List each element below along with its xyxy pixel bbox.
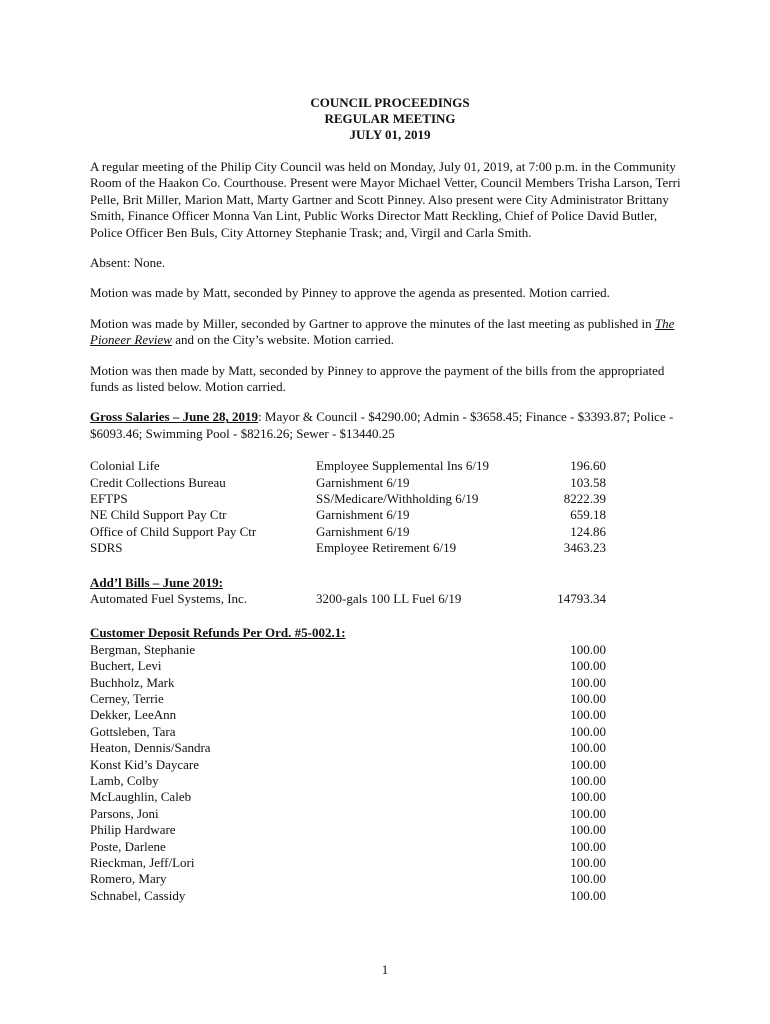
- payee-name: Konst Kid’s Daycare: [90, 756, 200, 772]
- motion-minutes-paragraph: [90, 316, 690, 349]
- table-row: [90, 475, 690, 491]
- payment-amount: 100.00: [570, 641, 606, 657]
- payroll-items-list: [90, 458, 690, 556]
- payment-amount: 100.00: [570, 805, 606, 821]
- payment-amount: 100.00: [570, 854, 606, 870]
- payment-description: SS/Medicare/Withholding 6/19: [316, 491, 479, 507]
- payment-amount: 3463.23: [563, 540, 606, 556]
- document-header: [90, 95, 690, 143]
- table-row: [90, 773, 690, 789]
- table-row: [90, 691, 690, 707]
- table-row: [90, 642, 690, 658]
- header-line-3: JULY 01, 2019: [349, 127, 431, 142]
- payment-amount: 100.00: [570, 707, 606, 723]
- motion-minutes-text-after: and on the City’s website. Motion carried.: [171, 332, 394, 348]
- payment-amount: 100.00: [570, 772, 606, 788]
- table-row: [90, 855, 690, 871]
- payee-name: Automated Fuel Systems, Inc.: [90, 591, 248, 607]
- table-row: [90, 888, 690, 904]
- payee-name: EFTPS: [90, 491, 128, 507]
- payee-name: Rieckman, Jeff/Lori: [90, 854, 195, 870]
- publication-name: The Pioneer Review: [90, 315, 675, 348]
- payment-amount: 100.00: [570, 871, 606, 887]
- payment-amount: 100.00: [570, 740, 606, 756]
- intro-paragraph: A regular meeting of the Philip City Council was held on Monday, July 01, 2019, at 7:00 p.m. in the Community Room of the Haakon Co. Courthouse. Present were Mayor Michael Vetter, Council Members Trisha Larson, Terri Pelle, Brit Miller, Marion Matt, Marty Gartner and Scott Pinney. Also present were City Administrator Brittany Smith, Finance Officer Monna Van Lint, Public Works Director Matt Reckling, Chief of Police David Butler, Police Officer Ben Buls, City Attorney Stephanie Trask; and, Virgil and Carla Smith.: [90, 159, 681, 240]
- payment-amount: 8222.39: [563, 491, 606, 507]
- table-row: [90, 724, 690, 740]
- table-row: [90, 789, 690, 805]
- payment-amount: 100.00: [570, 756, 606, 772]
- payment-description: 3200-gals 100 LL Fuel 6/19: [316, 591, 462, 607]
- table-row: [90, 524, 690, 540]
- table-row: [90, 675, 690, 691]
- motion-bills-paragraph: Motion was then made by Matt, seconded by Pinney to approve the payment of the bills from the appropriated funds as listed below. Motion carried.: [90, 362, 665, 395]
- table-row: [90, 740, 690, 756]
- payment-amount: 100.00: [570, 822, 606, 838]
- payment-description: Employee Supplemental Ins 6/19: [316, 458, 489, 474]
- payment-amount: 103.58: [570, 474, 606, 490]
- payment-amount: 100.00: [570, 691, 606, 706]
- payee-name: Parsons, Joni: [90, 805, 159, 821]
- payee-name: Buchholz, Mark: [90, 674, 175, 690]
- addl-bills-heading: Add’l Bills – June 2019:: [90, 574, 223, 590]
- payee-name: Lamb, Colby: [90, 772, 159, 788]
- payee-name: Schnabel, Cassidy: [90, 887, 186, 903]
- payee-name: Buchert, Levi: [90, 658, 162, 674]
- payment-description: Garnishment 6/19: [316, 474, 410, 490]
- table-row: [90, 458, 690, 474]
- motion-minutes-text-before: Motion was made by Miller, seconded by Gartner to approve the minutes of the last meeting as published in: [90, 315, 655, 331]
- payee-name: NE Child Support Pay Ctr: [90, 507, 227, 523]
- payee-name: SDRS: [90, 540, 123, 556]
- table-row: [90, 806, 690, 822]
- payment-amount: 100.00: [570, 658, 606, 674]
- payment-amount: 14793.34: [557, 591, 606, 607]
- gross-salaries-paragraph: [90, 409, 690, 442]
- payment-amount: 124.86: [570, 523, 606, 539]
- payee-name: Heaton, Dennis/Sandra: [90, 740, 211, 756]
- payee-name: Romero, Mary: [90, 871, 167, 887]
- gross-salaries-text: : Mayor & Council - $4290.00; Admin - $3658.45; Finance - $3393.87; Police - $6093.46; Swimming Pool - $8216.26; Sewer - $13440.25: [90, 409, 674, 441]
- payment-description: Garnishment 6/19: [316, 507, 410, 523]
- payee-name: Office of Child Support Pay Ctr: [90, 523, 257, 539]
- table-row: [90, 658, 690, 674]
- table-row: [90, 507, 690, 523]
- payee-name: Poste, Darlene: [90, 838, 166, 854]
- payee-name: Credit Collections Bureau: [90, 474, 226, 490]
- deposit-refunds-heading: Customer Deposit Refunds Per Ord. #5-002.1:: [90, 625, 346, 641]
- payment-amount: 659.18: [570, 507, 606, 523]
- header-line-2: REGULAR MEETING: [324, 111, 456, 126]
- payee-name: Gottsleben, Tara: [90, 723, 176, 739]
- payment-amount: 196.60: [570, 458, 606, 474]
- addl-bills-list: [90, 591, 690, 607]
- payee-name: Philip Hardware: [90, 822, 176, 838]
- payment-amount: 100.00: [570, 789, 606, 805]
- table-row: [90, 757, 690, 773]
- table-row: [90, 822, 690, 838]
- motion-agenda-paragraph: Motion was made by Matt, seconded by Pinney to approve the agenda as presented. Motion carried.: [90, 285, 610, 301]
- payment-amount: 100.00: [570, 723, 606, 739]
- deposit-refunds-list: [90, 642, 690, 904]
- page-number: 1: [381, 962, 389, 977]
- payee-name: McLaughlin, Caleb: [90, 789, 192, 805]
- table-row: [90, 707, 690, 723]
- payment-amount: 100.00: [570, 887, 606, 903]
- payee-name: Colonial Life: [90, 458, 160, 474]
- payment-description: Garnishment 6/19: [316, 523, 410, 539]
- table-row: [90, 591, 690, 607]
- table-row: [90, 540, 690, 556]
- absent-paragraph: Absent: None.: [90, 255, 166, 271]
- gross-salaries-heading: Gross Salaries – June 28, 2019: [90, 409, 259, 425]
- payment-amount: 100.00: [570, 838, 606, 854]
- header-line-1: COUNCIL PROCEEDINGS: [310, 95, 470, 110]
- table-row: [90, 839, 690, 855]
- payment-amount: 100.00: [570, 674, 606, 690]
- document-page: [90, 95, 690, 904]
- table-row: [90, 491, 690, 507]
- payee-name: Cerney, Terrie: [90, 691, 164, 706]
- table-row: [90, 871, 690, 887]
- payee-name: Bergman, Stephanie: [90, 641, 196, 657]
- payee-name: Dekker, LeeAnn: [90, 707, 177, 723]
- payment-description: Employee Retirement 6/19: [316, 540, 457, 556]
